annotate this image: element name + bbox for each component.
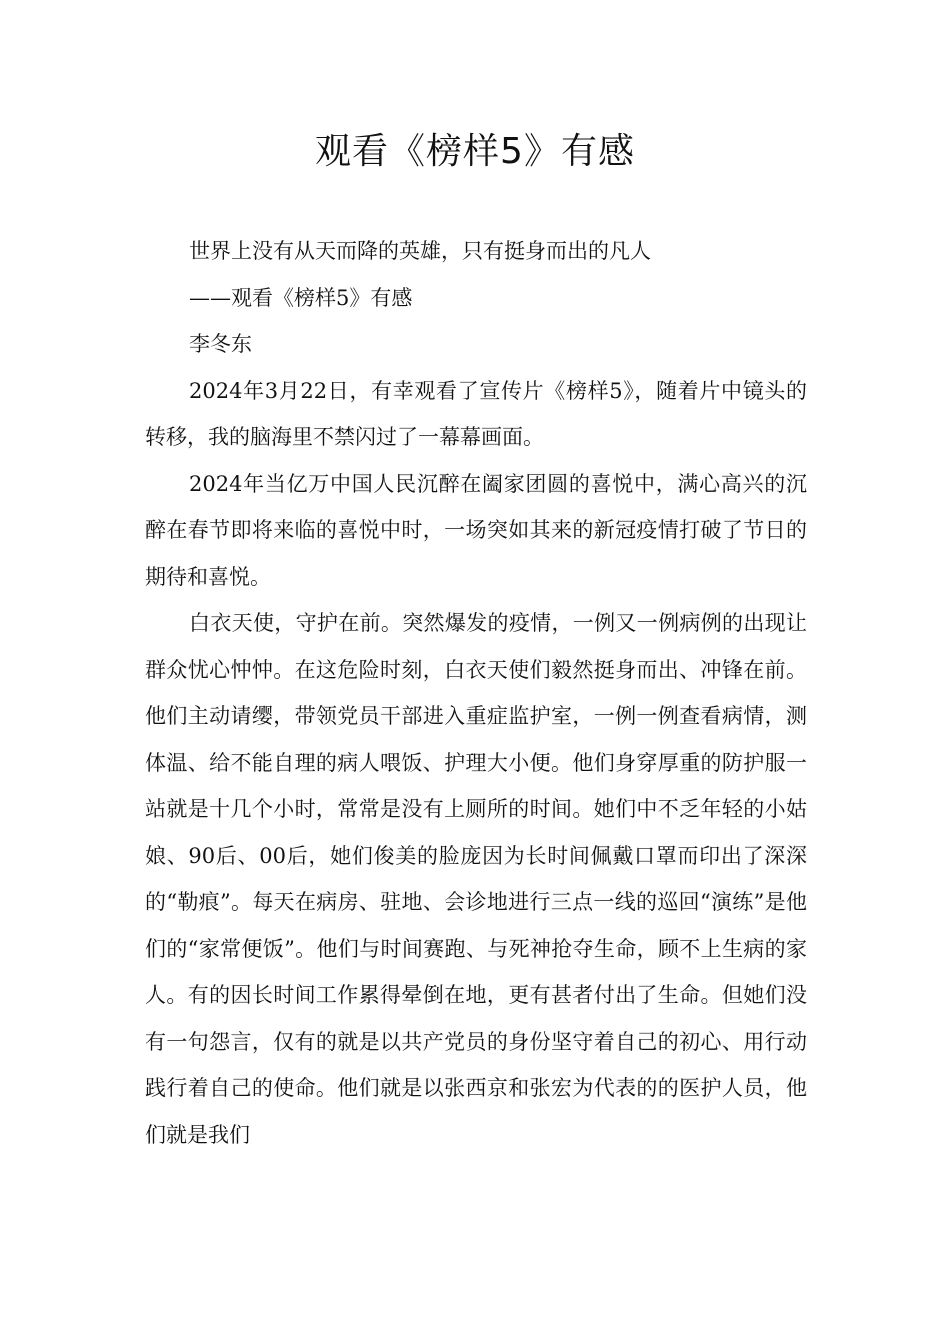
paragraph: 2024年当亿万中国人民沉醉在阖家团圆的喜悦中，满心高兴的沉醉在春节即将来临的喜悦中时，一场突如其来的新冠疫情打破了节日的期待和喜悦。 [145, 471, 807, 589]
paragraph: 2024年3月22日，有幸观看了宣传片《榜样5》，随着片中镜头的转移，我的脑海里不禁闪过了一幕幕画面。 [145, 378, 807, 449]
subtitle: 世界上没有从天而降的英雄，只有挺身而出的凡人 [189, 239, 651, 263]
author: 李冬东 [189, 332, 252, 356]
subtitle-dash: ——观看《榜样5》有感 [189, 285, 413, 310]
paragraph: 白衣天使，守护在前。突然爆发的疫情，一例又一例病例的出现让群众忧心忡忡。在这危险时刻，白衣天使们毅然挺身而出、冲锋在前。他们主动请缨，带领党员干部进入重症监护室，一例一例查看病情，测体温、给不能自理的病人喂饭、护理大小便。他们身穿厚重的防护服一站就是十几个小时，常常是没有上厕所的时间。她们中不乏年轻的小姑娘、90后、00后，她们俊美的脸庞因为长时间佩戴口罩而印出了深深的“勒痕”。每天在病房、驻地、会诊地进行三点一线的巡回“演练”是他们的“家常便饭”。他们与时间赛跑、与死神抢夺生命，顾不上生病的家人。有的因长时间工作累得晕倒在地，更有甚者付出了生命。但她们没有一句怨言，仅有的就是以共产党员的身份坚守着自己的初心、用行动践行着自己的使命。他们就是以张西京和张宏为代表的的医护人员，他们就是我们 [145, 611, 807, 1147]
document-body [145, 228, 807, 1158]
document-title: 观看《榜样5》有感 [315, 131, 635, 172]
